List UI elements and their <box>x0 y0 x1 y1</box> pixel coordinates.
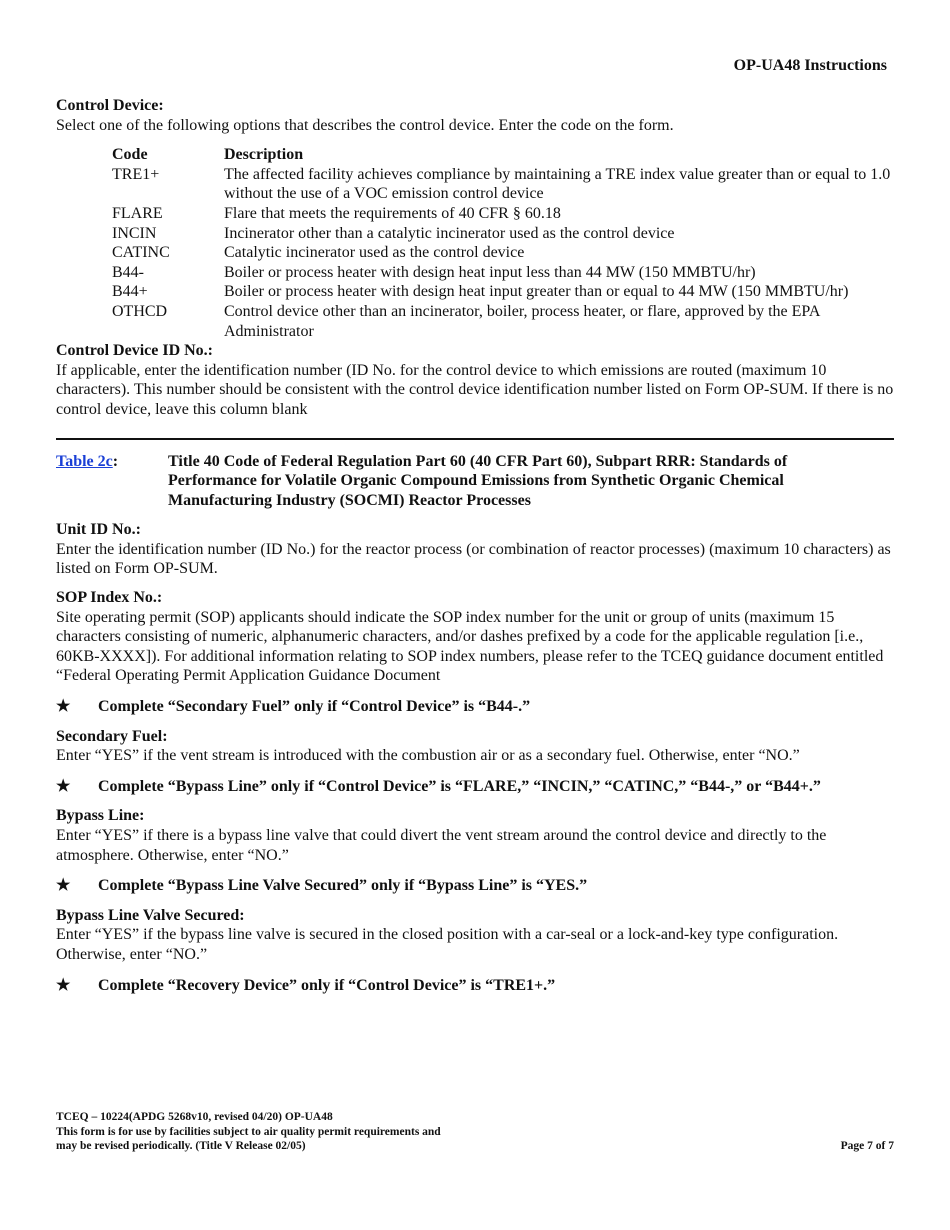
bypass-line-text: Enter “YES” if there is a bypass line valve that could divert the vent stream around the control device and directly to the atmosphere. Otherwise, enter “NO.” <box>56 827 827 864</box>
star-icon: ★ <box>56 777 71 795</box>
description-cell: The affected facility achieves compliance by maintaining a TRE index value greater than or equal to 1.0 without the use of a VOC emission control device <box>224 165 891 203</box>
code-cell: OTHCD <box>112 302 168 320</box>
description-column-header: Description <box>224 146 304 164</box>
unit-id-text: Enter the identification number (ID No.) for the reactor process (or combination of reactor processes) (maximum 10 characters) as listed on Form OP-SUM. <box>56 540 891 578</box>
unit-id-section <box>56 520 894 579</box>
table-row <box>112 165 894 204</box>
code-cell: CATINC <box>112 244 170 262</box>
secondary-fuel-text: Enter “YES” if the vent stream is introduced with the combustion air or as a secondary fuel. Otherwise, enter “NO.” <box>56 747 800 765</box>
description-cell: Control device other than an incinerator, boiler, process heater, or flare, approved by the EPA Administrator <box>224 302 820 340</box>
page-footer <box>56 1110 894 1154</box>
table-2c-heading <box>56 452 894 511</box>
page-number: Page 7 of 7 <box>840 1140 894 1152</box>
bypass-valve-section <box>56 906 894 965</box>
sop-index-text: Site operating permit (SOP) applicants should indicate the SOP index number for the unit or group of units (maximum 15 characters consisting of numeric, alphanumeric characters, and/or dashes prefixed by a code for the applicable regulation [i.e., 60KB-XXXX]). For additional information relating to SOP index numbers, please refer to the TCEQ guidance document entitled “Federal Operating Permit Application Guidance Document <box>56 608 884 685</box>
table-2c-colon: : <box>112 452 119 470</box>
table-row <box>112 263 894 283</box>
code-cell: B44- <box>112 263 144 281</box>
control-device-code-table <box>112 145 894 341</box>
bypass-line-section <box>56 806 894 865</box>
note-text: Complete “Bypass Line Valve Secured” only if “Bypass Line” is “YES.” <box>98 877 588 895</box>
star-icon: ★ <box>56 877 71 895</box>
note-text: Complete “Bypass Line” only if “Control Device” is “FLARE,” “INCIN,” “CATINC,” “B44-,” or “B44+.” <box>98 777 821 795</box>
code-cell: B44+ <box>112 283 148 301</box>
table-row <box>112 302 894 341</box>
star-icon: ★ <box>56 976 71 994</box>
control-device-heading: Control Device: <box>56 97 164 114</box>
table-row <box>112 204 894 224</box>
star-icon: ★ <box>56 698 71 716</box>
control-device-intro: Select one of the following options that describes the control device. Enter the code on the form. <box>56 116 674 134</box>
footer-revision-note: may be revised periodically. (Title V Release 02/05) <box>56 1140 306 1152</box>
control-device-id-text: If applicable, enter the identification number (ID No. for the control device to which emissions are routed (maximum 10 characters). This number should be consistent with the control device identification number listed on Form OP-SUM. If there is no control device, leave this column blank <box>56 361 894 418</box>
table-row <box>112 282 894 302</box>
footer-usage-note: This form is for use by facilities subject to air quality permit requirements and <box>56 1125 441 1138</box>
code-cell: INCIN <box>112 224 157 242</box>
table-2c-ref <box>56 452 168 511</box>
description-cell: Incinerator other than a catalytic incinerator used as the control device <box>224 224 675 242</box>
note-text: Complete “Recovery Device” only if “Control Device” is “TRE1+.” <box>98 976 556 994</box>
table-row <box>112 224 894 244</box>
table-2c-title: Title 40 Code of Federal Regulation Part 60 (40 CFR Part 60), Subpart RRR: Standards of Performance for Volatile Organic Compound Emissions from Synthetic Organic Chemical Manufacturing Industry (SOCMI) Reactor Processes <box>168 452 788 509</box>
unit-id-heading: Unit ID No.: <box>56 521 141 539</box>
section-divider <box>56 438 894 440</box>
description-cell: Flare that meets the requirements of 40 CFR § 60.18 <box>224 204 561 222</box>
table-2c-link[interactable]: Table 2c <box>56 452 113 470</box>
secondary-fuel-heading: Secondary Fuel: <box>56 727 168 745</box>
description-cell: Boiler or process heater with design heat input greater than or equal to 44 MW (150 MMBTU/hr) <box>224 283 849 301</box>
sop-index-section <box>56 588 894 686</box>
note-text: Complete “Secondary Fuel” only if “Control Device” is “B44-.” <box>98 698 531 716</box>
control-device-id-heading: Control Device ID No.: <box>56 342 214 360</box>
description-cell: Catalytic incinerator used as the control device <box>224 244 525 262</box>
code-cell: FLARE <box>112 204 163 222</box>
sop-index-heading: SOP Index No.: <box>56 589 163 607</box>
page-header-title: OP-UA48 Instructions <box>733 57 887 74</box>
table-row <box>112 243 894 263</box>
main-content <box>56 96 894 995</box>
code-table-header-row <box>112 145 894 165</box>
secondary-fuel-section <box>56 727 894 766</box>
description-cell: Boiler or process heater with design heat input less than 44 MW (150 MMBTU/hr) <box>224 263 756 281</box>
note-recovery-device <box>56 976 894 996</box>
bypass-valve-text: Enter “YES” if the bypass line valve is secured in the closed position with a car-seal or a lock-and-key type configuration. Otherwise, enter “NO.” <box>56 926 839 963</box>
code-column-header: Code <box>112 146 148 164</box>
footer-form-id: TCEQ – 10224(APDG 5268v10, revised 04/20) OP-UA48 <box>56 1111 333 1123</box>
bypass-line-heading: Bypass Line: <box>56 807 145 825</box>
bypass-valve-heading: Bypass Line Valve Secured: <box>56 906 245 924</box>
code-cell: TRE1+ <box>112 165 160 183</box>
note-bypass-valve <box>56 876 894 896</box>
note-bypass-line <box>56 777 894 797</box>
note-secondary-fuel <box>56 697 894 717</box>
